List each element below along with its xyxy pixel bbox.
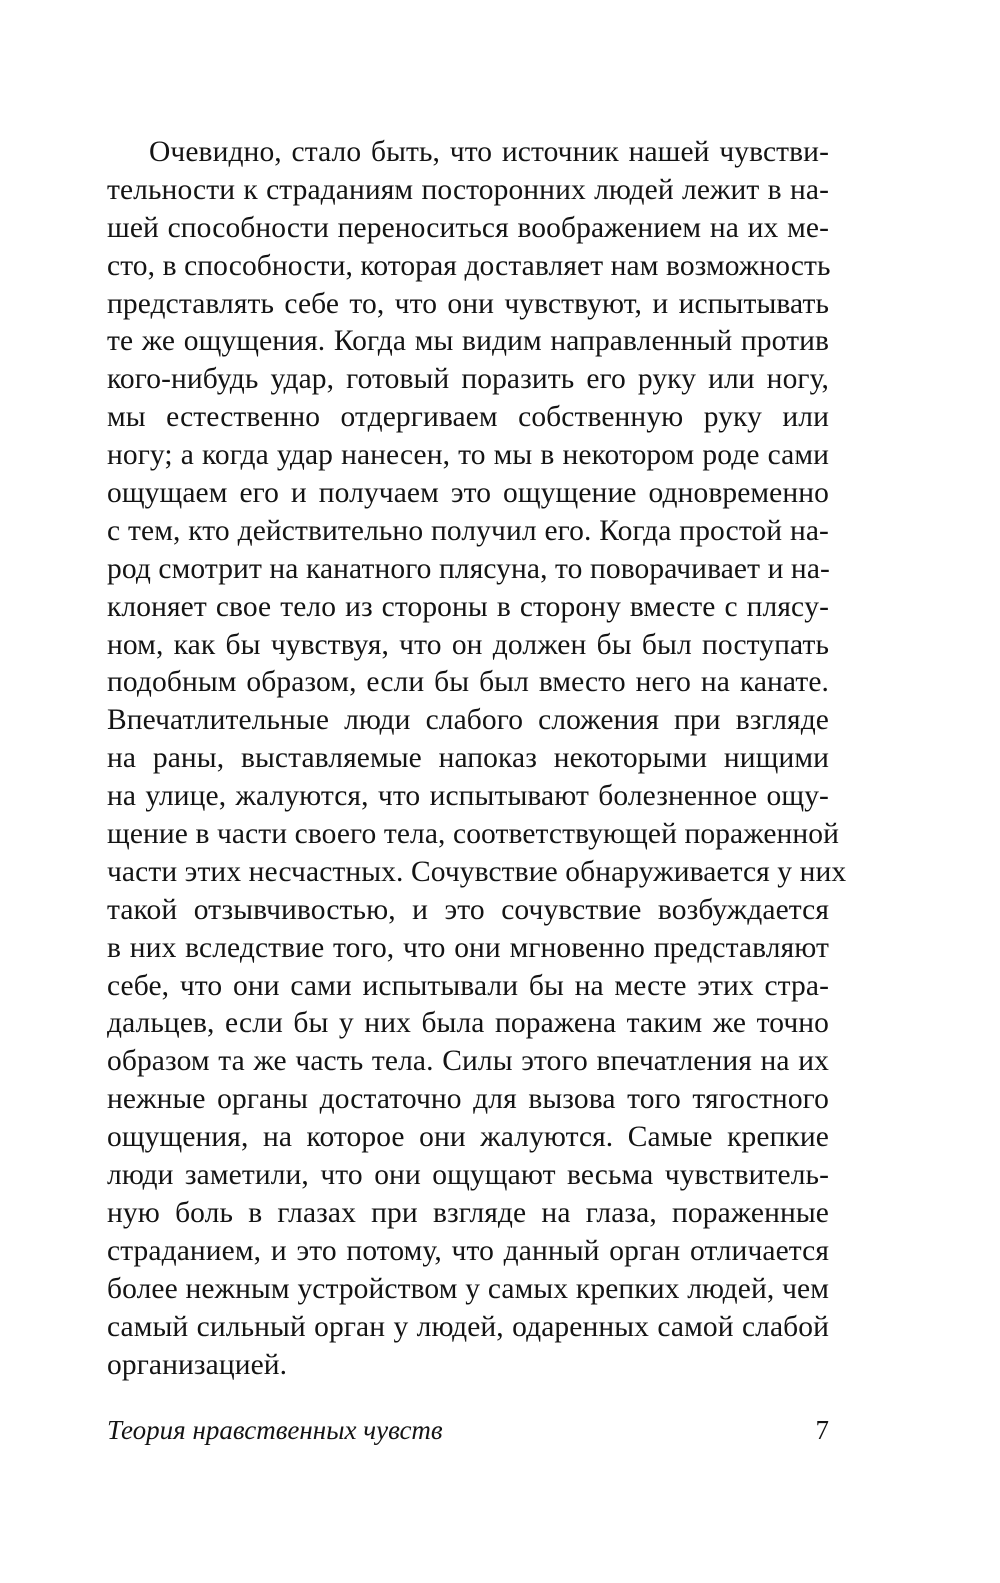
text-line: части этих несчастных. Сочувствие обнаруживается у них — [107, 855, 847, 888]
body-text — [107, 134, 847, 1384]
text-line: такой отзывчивостью, и это сочувствие возбуждается — [107, 893, 829, 926]
text-line: более нежным устройством у самых крепких людей, чем — [107, 1272, 829, 1305]
text-line: в них вследствие того, что они мгновенно представляют — [107, 931, 829, 964]
page-footer — [107, 1410, 829, 1450]
text-line: нежные органы достаточно для вызова того тягостного — [107, 1083, 829, 1116]
text-line: ощущения, на которое они жалуются. Самые крепкие — [107, 1121, 829, 1154]
text-line: ощущаем его и получаем это ощущение одновременно — [107, 477, 829, 510]
text-line: организацией. — [107, 1348, 288, 1381]
text-line: люди заметили, что они ощущают весьма чувствитель- — [107, 1159, 829, 1192]
text-line: дальцев, если бы у них была поражена таким же точно — [107, 1007, 829, 1040]
text-line: род смотрит на канатного плясуна, то поворачивает и на- — [107, 552, 830, 585]
text-line: подобным образом, если бы был вместо него на канате. — [107, 666, 829, 699]
text-line: Впечатлительные люди слабого сложения при взгляде — [107, 704, 829, 737]
text-line: мы естественно отдергиваем собственную руку или — [107, 401, 829, 434]
text-line: ную боль в глазах при взгляде на глаза, пораженные — [107, 1196, 829, 1229]
text-line: с тем, кто действительно получил его. Когда простой на- — [107, 514, 829, 547]
text-line: ногу; а когда удар нанесен, то мы в некотором роде сами — [107, 439, 829, 472]
text-line: тельности к страданиям посторонних людей лежит в на- — [107, 173, 829, 206]
running-title: Теория нравственных чувств — [107, 1415, 443, 1445]
text-line: кого-нибудь удар, готовый поразить его руку или ногу, — [107, 363, 829, 396]
text-line: на улице, жалуются, что испытывают болезненное ощу- — [107, 780, 829, 813]
text-line: на раны, выставляемые напоказ некоторыми нищими — [107, 742, 829, 775]
text-line: представлять себе то, что они чувствуют, и испытывать — [107, 287, 829, 320]
text-line: образом та же часть тела. Силы этого впечатления на их — [107, 1045, 829, 1078]
text-line: шей способности переноситься воображением на их ме- — [107, 211, 829, 244]
text-line: самый сильный орган у людей, одаренных самой слабой — [107, 1310, 829, 1343]
text-line: ном, как бы чувствуя, что он должен бы был поступать — [107, 628, 829, 661]
text-line: себе, что они сами испытывали бы на месте этих стра- — [107, 969, 829, 1002]
text-line: клоняет свое тело из стороны в сторону вместе с пляcу- — [107, 590, 829, 623]
text-line: Очевидно, стало быть, что источник нашей чувстви- — [149, 136, 829, 168]
page-number: 7 — [815, 1415, 829, 1445]
text-line: страданием, и это потому, что данный орган отличается — [107, 1234, 829, 1267]
text-line: те же ощущения. Когда мы видим направленный против — [107, 325, 829, 358]
text-line: сто, в способности, которая доставляет нам возможность — [107, 249, 831, 282]
text-line: щение в части своего тела, соответствующей пораженной — [107, 818, 840, 851]
